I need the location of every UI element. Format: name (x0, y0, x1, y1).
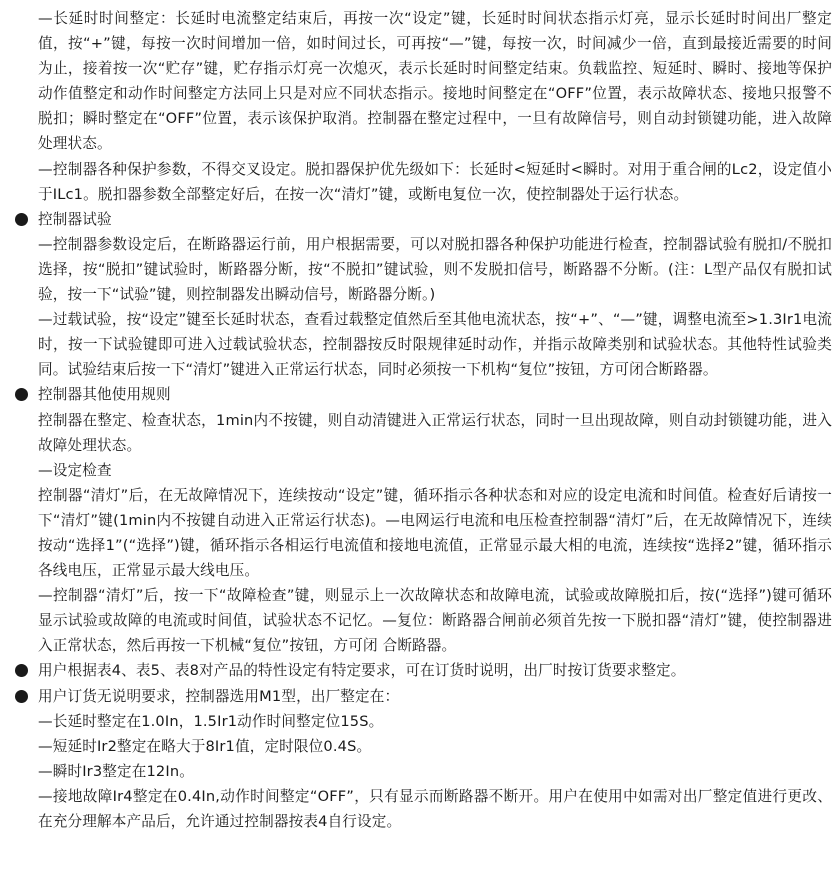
test-paragraph-overload: —过载试验，按“设定”键至长延时状态，查看过载整定值然后至其他电流状态，按“+”、“—”键，调整电流至>1.3Ir1电流时，按一下试验键即可进入过载试验状态，控制器按反时限规律延时动作，并指示故障类别和试验状态。其他特性试验类同。试验结束后按一下“清灯”键进入正常运行状态，同时必须按一下机构“复位”按钮，方可闭合断路器。 (38, 311, 832, 379)
rules-subheading-setting-check: —设定检查 (38, 461, 112, 479)
default-long-delay: —长延时整定在1.0In，1.5Ir1动作时间整定位15S。 (38, 712, 384, 730)
section-heading-custom-order: 用户根据表4、表5、表8对产品的特性设定有特定要求，可在订货时说明，出厂时按订货要求整定。 (6, 658, 832, 683)
test-paragraph-trip-select: —控制器参数设定后，在断路器运行前，用户根据需要，可以对脱扣器各种保护功能进行检查，控制器试验有脱扣/不脱扣选择，按“脱扣”键试验时，断路器分断，按“不脱扣”键试验，则不发脱扣信号，断路器不分断。(注：L型产品仅有脱扣试验，按一下“试验”键，则控制器发出瞬动信号，断路器分断。) (38, 235, 832, 304)
rules-paragraph-setting-check: 控制器“清灯”后，在无故障情况下，连续按动“设定”键，循环指示各种状态和对应的设定电流和时间值。检查好后请按一下“清灯”键(1min内不按键自动进入正常运行状态)。—电网运行电流和电压检查控制器“清灯”后，在无故障情况下，连续按动“选择1”(“选择”)键，循环指示各相运行电流值和接地电流值，正常显示最大相的电流，连续按“选择2”键，循环指示各线电压，正常显示最大线电压。 (38, 486, 832, 580)
default-short-delay: —短延时Ir2整定在略大于8Ir1值，定时限位0.4S。 (38, 737, 372, 755)
default-ground-fault: —接地故障Ir4整定在0.4In,动作时间整定“OFF”，只有显示而断路器不断开。用户在使用中如需对出厂整定值进行更改、在充分理解本产品后，允许通过控制器按表4自行设定。 (38, 787, 832, 830)
protection-priority-paragraph: —控制器各种保护参数，不得交叉设定。脱扣器保护优先级如下：长延时<短延时<瞬时。对用于重合闸的Lc2，设定值小于ILc1。脱扣器参数全部整定好后，在按一次“清灯”键，或断电复位一次，使控制器处于运行状态。 (38, 160, 832, 203)
bullet-icon (15, 690, 28, 703)
bullet-icon (15, 213, 28, 226)
default-instantaneous: —瞬时Ir3整定在12In。 (38, 762, 194, 780)
long-delay-setting-paragraph: —长延时时间整定：长延时电流整定结束后，再按一次“设定”键，长延时时间状态指示灯亮，显示长延时时间出厂整定值，按“+”键，每按一次时间增加一倍，如时间过长，可再按“—”键，每按一次，时间减少一倍，直到最接近需要的时间为止，接着按一次“贮存”键，贮存指示灯亮一次熄灭，表示长延时时间整定结束。负载监控、短延时、瞬时、接地等保护动作值整定和动作时间整定方法同上只是对应不同状态指示。接地时间整定在“OFF”位置，表示故障状态、接地只报警不脱扣；瞬时整定在“OFF”位置，表示该保护取消。控制器在整定过程中，一旦有故障信号，则自动封锁键功能，进入故障处理状态。 (38, 10, 832, 153)
section-heading-other-rules: 控制器其他使用规则 (6, 382, 832, 407)
section-heading-controller-test: 控制器试验 (6, 207, 832, 232)
bullet-icon (15, 664, 28, 677)
bullet-icon (15, 388, 28, 401)
rules-paragraph-fault-check: —控制器“清灯”后，按一下“故障检查”键，则显示上一次故障状态和故障电流，试验或故障脱扣后，按(“选择”)键可循环显示试验或故障的电流或时间值，试验状态不记忆。—复位：断路器合闸前必须首先按一下脱扣器“清灯”键，使控制器进入正常状态，然后再按一下机械“复位”按钮，方可闭 合断路器。 (38, 587, 832, 655)
rules-paragraph-auto-clear: 控制器在整定、检查状态，1min内不按键，则自动清键进入正常运行状态，同时一旦出现故障，则自动封锁键功能，进入故障处理状态。 (38, 411, 832, 454)
section-heading-default-settings: 用户订货无说明要求，控制器选用M1型，出厂整定在： (6, 684, 832, 709)
